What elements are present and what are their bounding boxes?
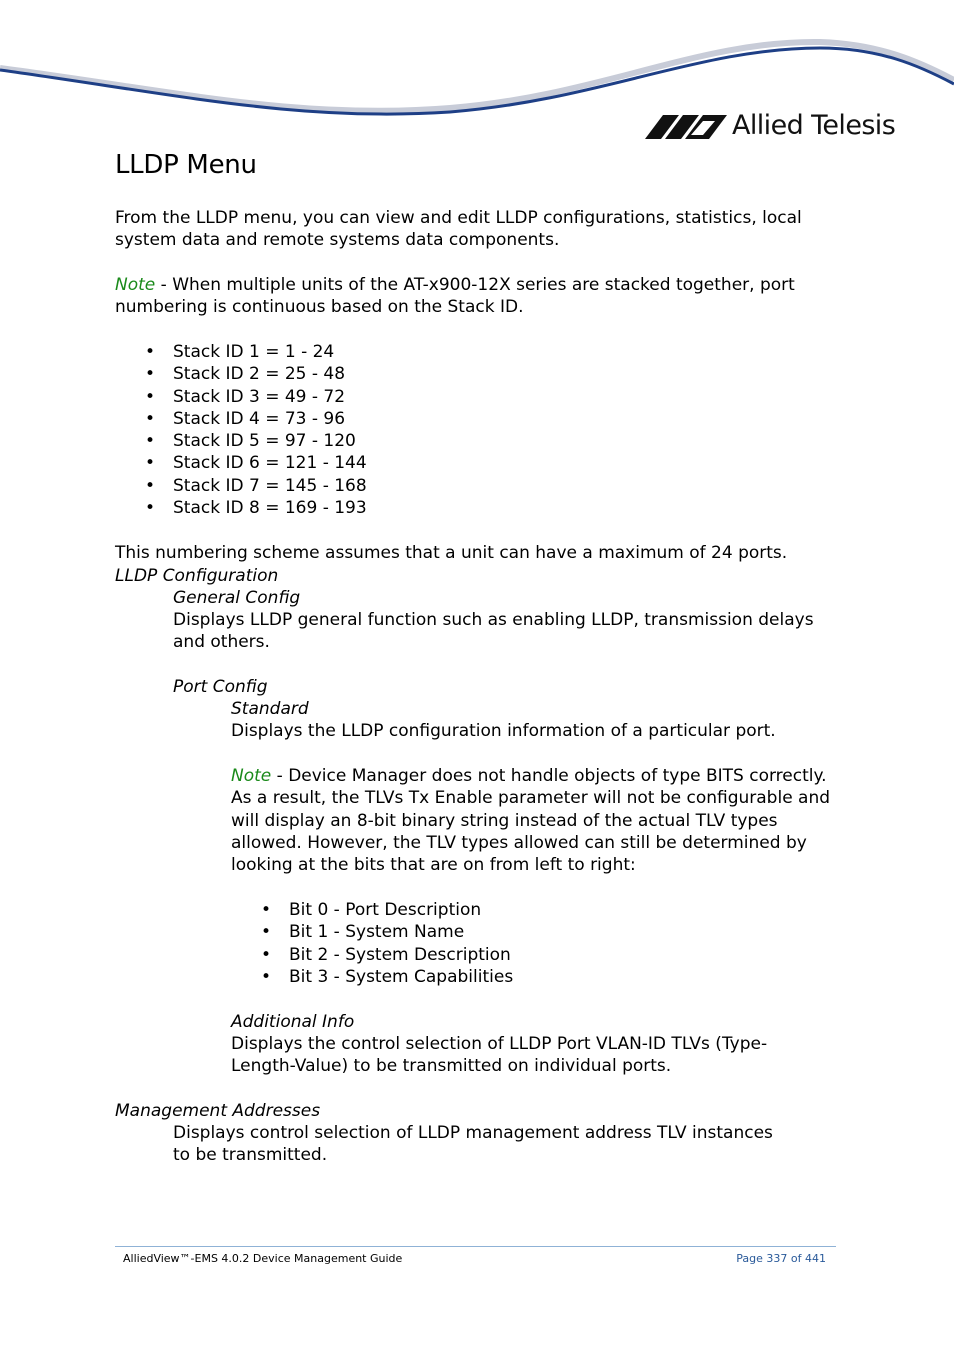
list-item: • Bit 1 - System Name <box>261 921 513 943</box>
list-item: • Bit 2 - System Description <box>261 944 513 966</box>
additional-info-heading: Additional Info <box>231 1012 355 1032</box>
note-text: - When multiple units of the AT-x900-12X series are stacked together, port numbering is continuous based on the Stack ID. <box>115 275 795 318</box>
standard-heading: Standard <box>231 699 309 719</box>
general-config-text: Displays LLDP general function such as enabling LLDP, transmission delays and others. <box>173 610 814 653</box>
general-config-heading: General Config <box>173 588 301 608</box>
note-text: - Device Manager does not handle objects of type BITS correctly. As a result, the TLVs Tx Enable parameter will not be configurable and will display an 8-bit binary string instead of the actual TLV types allowed. However, the TLV types allowed can still be determined by looking at the bits that are on from left to right: <box>231 766 831 876</box>
brand-name: Allied Telesis <box>732 110 896 141</box>
lldp-configuration-heading: LLDP Configuration <box>115 566 279 586</box>
allied-telesis-logo <box>645 112 905 144</box>
list-item: • Stack ID 2 = 25 - 48 <box>145 363 367 385</box>
numbering-note: This numbering scheme assumes that a unit can have a maximum of 24 ports. <box>115 543 788 563</box>
list-item: • Bit 0 - Port Description <box>261 899 513 921</box>
page-title: LLDP Menu <box>115 150 257 180</box>
bits-note <box>231 765 841 876</box>
footer-page-number: Page 337 of 441 <box>736 1252 826 1265</box>
list-item: • Bit 3 - System Capabilities <box>261 966 513 988</box>
list-item: • Stack ID 4 = 73 - 96 <box>145 408 367 430</box>
bits-list <box>261 899 513 988</box>
list-item: • Stack ID 3 = 49 - 72 <box>145 386 367 408</box>
standard-text: Displays the LLDP configuration information of a particular port. <box>231 721 776 741</box>
management-addresses-text: Displays control selection of LLDP management address TLV instances to be transmitted. <box>173 1123 773 1166</box>
note-label: Note <box>231 766 272 786</box>
list-item: • Stack ID 6 = 121 - 144 <box>145 452 367 474</box>
stack-id-list <box>145 341 367 519</box>
list-item: • Stack ID 5 = 97 - 120 <box>145 430 367 452</box>
management-addresses-heading: Management Addresses <box>115 1101 321 1121</box>
intro-paragraph: From the LLDP menu, you can view and edit LLDP configurations, statistics, local system data and remote systems data components. <box>115 208 802 251</box>
list-item: • Stack ID 7 = 145 - 168 <box>145 475 367 497</box>
port-config-heading: Port Config <box>173 677 268 697</box>
list-item: • Stack ID 1 = 1 - 24 <box>145 341 367 363</box>
allied-telesis-logo-mark-icon <box>645 115 727 139</box>
additional-info-text: Displays the control selection of LLDP Port VLAN-ID TLVs (Type-Length-Value) to be transmitted on individual ports. <box>231 1034 768 1077</box>
stack-note <box>115 274 835 319</box>
note-label: Note <box>115 275 156 295</box>
list-item: • Stack ID 8 = 169 - 193 <box>145 497 367 519</box>
footer-guide-title: AlliedView™-EMS 4.0.2 Device Management Guide <box>123 1252 403 1265</box>
footer-divider <box>115 1246 836 1247</box>
